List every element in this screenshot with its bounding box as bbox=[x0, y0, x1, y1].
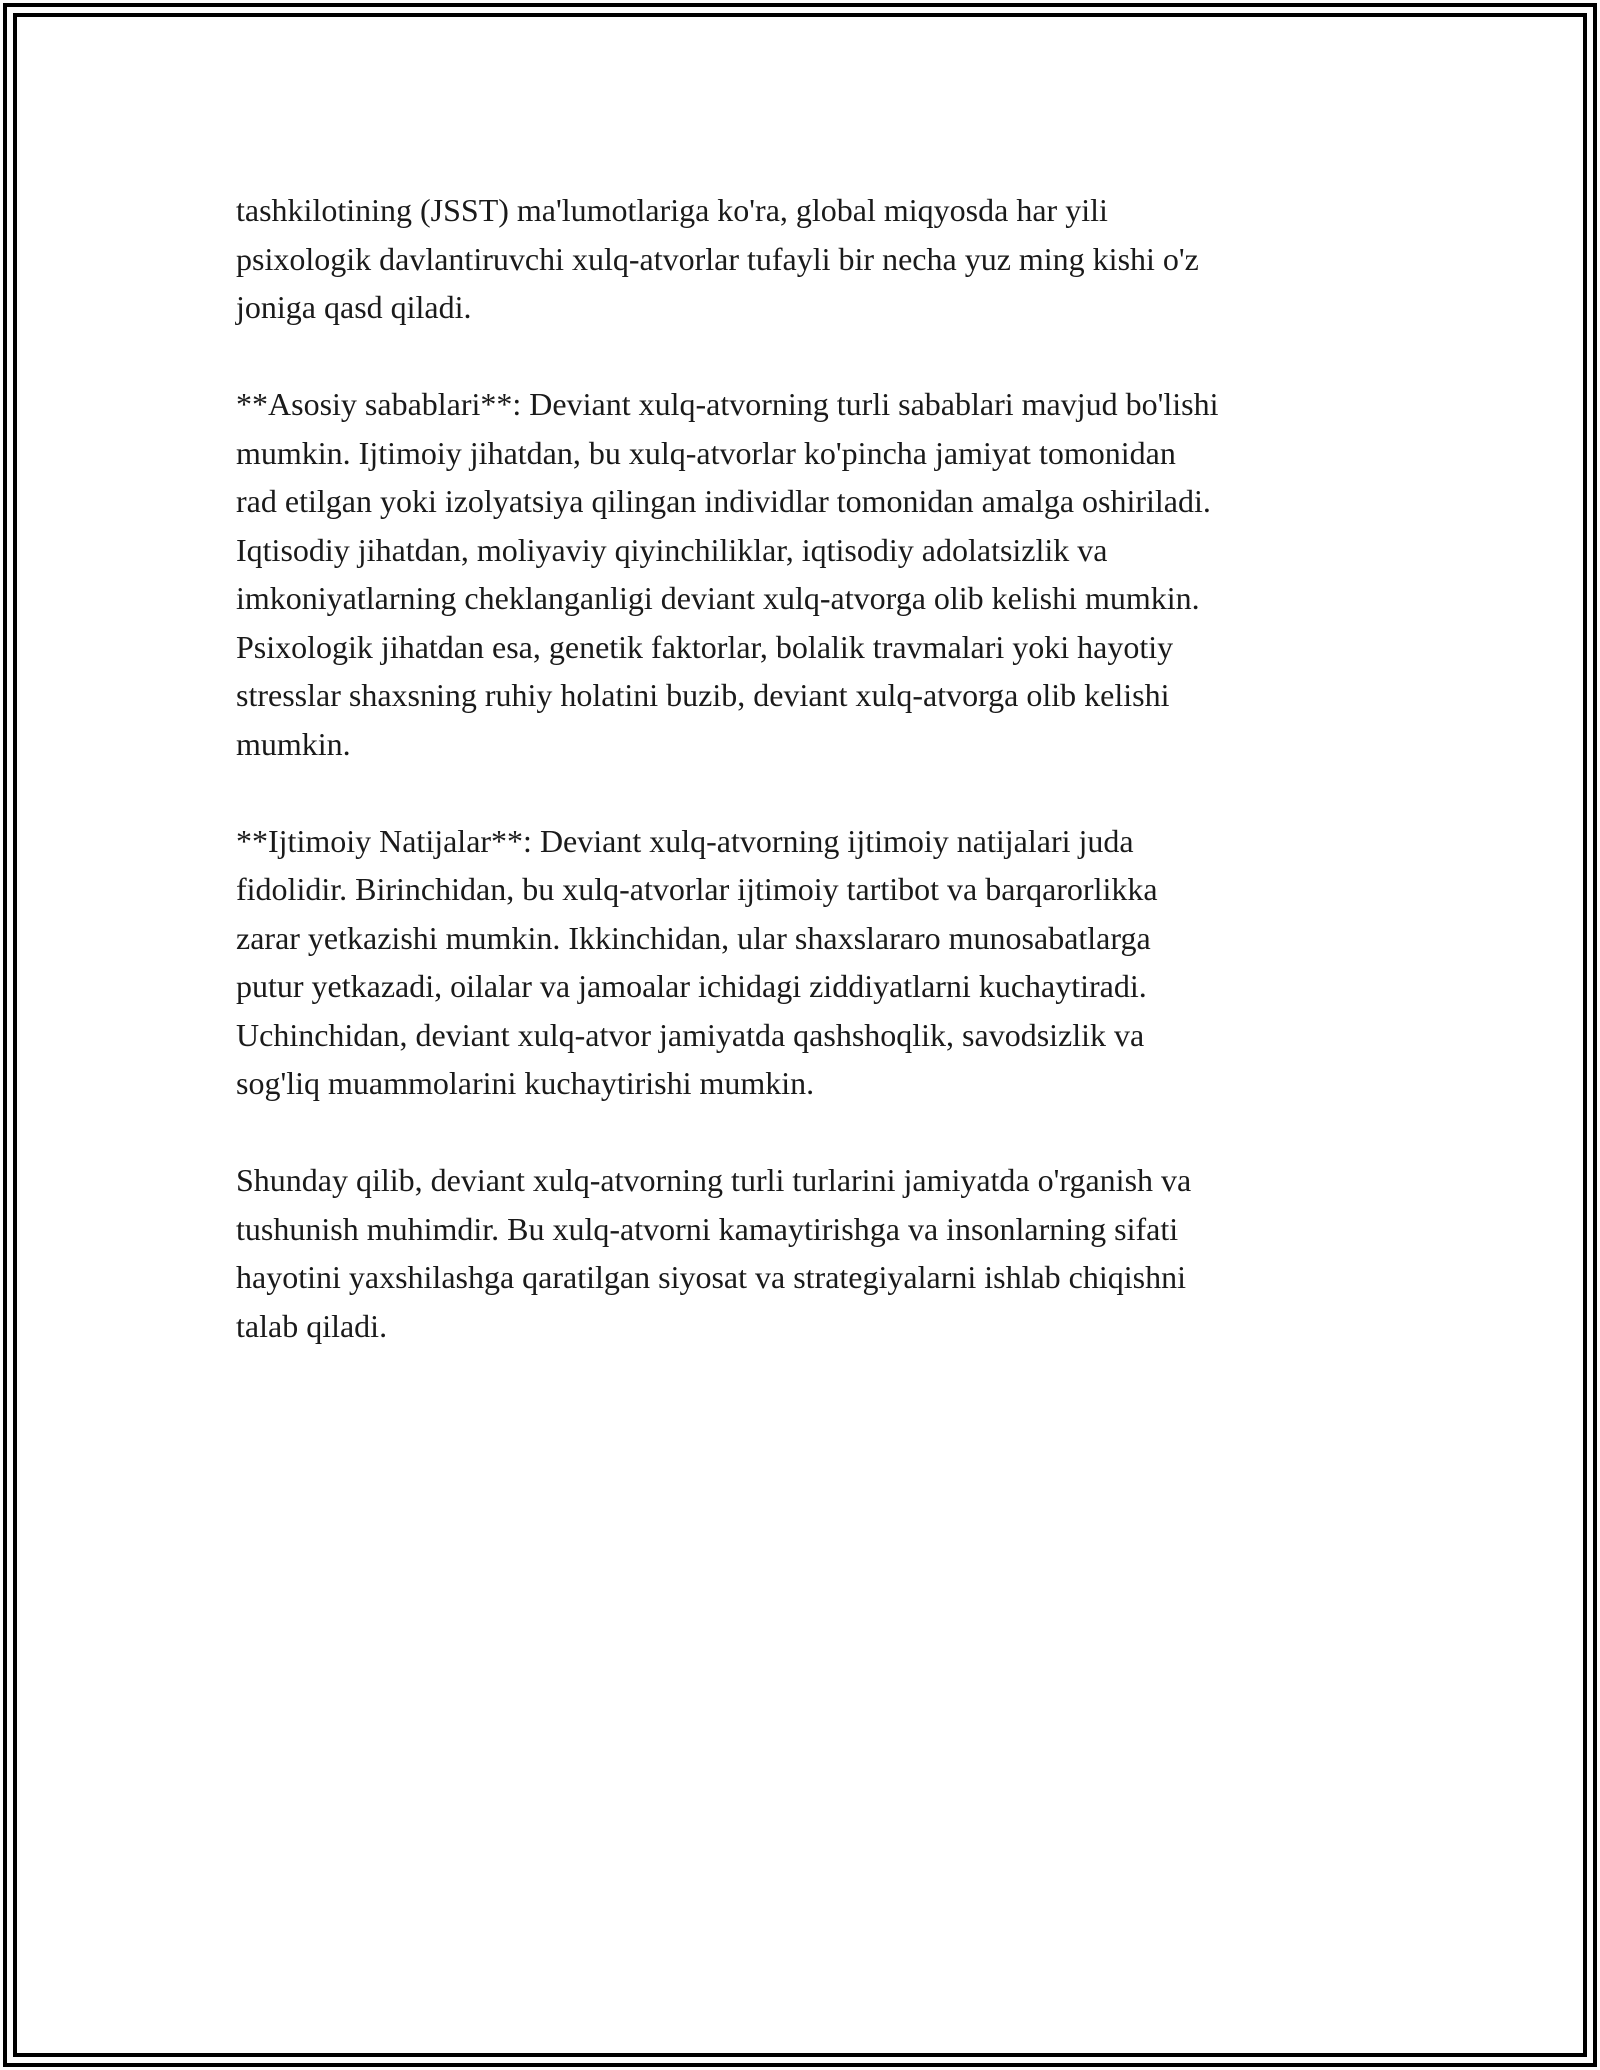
text-line: tashkilotining (JSST) ma'lumotlariga ko'ra, global miqyosda har yili bbox=[236, 192, 1108, 228]
document-body bbox=[236, 186, 1366, 1399]
text-line: Psixologik jihatdan esa, genetik faktorlar, bolalik travmalari yoki hayotiy bbox=[236, 628, 1174, 665]
paragraph-intro-continuation bbox=[236, 186, 1366, 332]
text-line: Shunday qilib, deviant xulq-atvorning turli turlarini jamiyatda o'rganish va bbox=[236, 1162, 1192, 1198]
text-line: imkoniyatlarning cheklanganligi deviant xulq-atvorga olib kelishi mumkin. bbox=[236, 580, 1200, 616]
text-line: tushunish muhimdir. Bu xulq-atvorni kamaytirishga va insonlarning sifati bbox=[236, 1210, 1179, 1247]
text-line: hayotini yaxshilashga qaratilgan siyosat va strategiyalarni ishlab chiqishni bbox=[236, 1259, 1186, 1295]
text-line: Iqtisodiy jihatdan, moliyaviy qiyinchiliklar, iqtisodiy adolatsizlik va bbox=[236, 531, 1108, 568]
text-line: talab qiladi. bbox=[236, 1307, 388, 1344]
text-line: fidolidir. Birinchidan, bu xulq-atvorlar ijtimoiy tartibot va barqarorlikka bbox=[236, 871, 1158, 907]
text-line: **Ijtimoiy Natijalar**: Deviant xulq-atvorning ijtimoiy natijalari juda bbox=[236, 822, 1134, 859]
text-line: rad etilgan yoki izolyatsiya qilingan individlar tomonidan amalga oshiriladi. bbox=[236, 483, 1211, 519]
text-line: sog'liq muammolarini kuchaytirishi mumkin. bbox=[236, 1065, 815, 1101]
text-line: joniga qasd qiladi. bbox=[236, 289, 472, 325]
text-line: **Asosiy sabablari**: Deviant xulq-atvorning turli sabablari mavjud bo'lishi bbox=[236, 386, 1219, 422]
paragraph-social-consequences bbox=[236, 817, 1366, 1108]
text-line: mumkin. bbox=[236, 725, 351, 762]
text-line: psixologik davlantiruvchi xulq-atvorlar tufayli bir necha yuz ming kishi o'z bbox=[236, 240, 1199, 277]
paragraph-conclusion bbox=[236, 1156, 1366, 1350]
text-line: putur yetkazadi, oilalar va jamoalar ichidagi ziddiyatlarni kuchaytiradi. bbox=[236, 968, 1147, 1004]
text-line: mumkin. Ijtimoiy jihatdan, bu xulq-atvorlar ko'pincha jamiyat tomonidan bbox=[236, 434, 1176, 471]
paragraph-main-causes bbox=[236, 380, 1366, 768]
text-line: stresslar shaxsning ruhiy holatini buzib, deviant xulq-atvorga olib kelishi bbox=[236, 677, 1170, 713]
text-line: Uchinchidan, deviant xulq-atvor jamiyatda qashshoqlik, savodsizlik va bbox=[236, 1016, 1145, 1053]
text-line: zarar yetkazishi mumkin. Ikkinchidan, ular shaxslararo munosabatlarga bbox=[236, 919, 1151, 956]
